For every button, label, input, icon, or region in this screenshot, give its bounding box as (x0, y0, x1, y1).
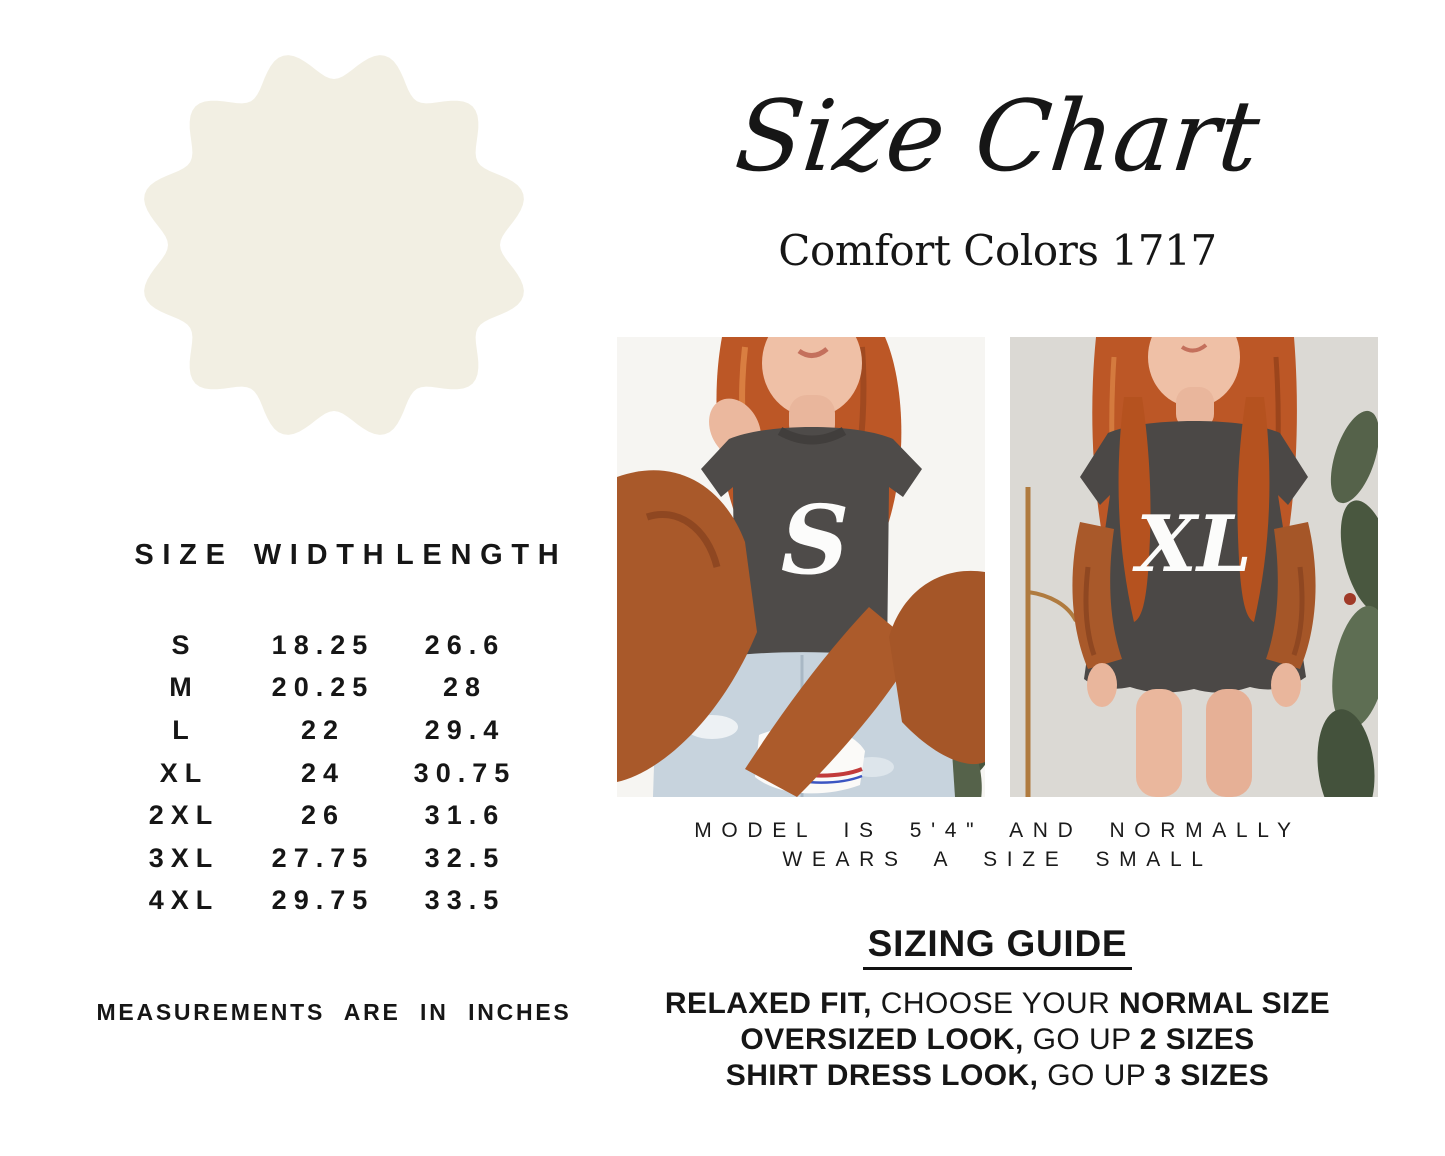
model-caption-line1: MODEL IS 5'4" AND NORMALLY (694, 819, 1301, 842)
sizing-guide (560, 986, 1435, 1094)
model-photo-size-s (617, 337, 985, 797)
model-hand (1087, 663, 1117, 707)
sizing-guide-heading: SIZING GUIDE (590, 923, 1405, 965)
cell-size: 4XL (148, 885, 220, 916)
cell-length: 29.4 (424, 714, 506, 745)
shirt-letter-s: S (780, 485, 850, 596)
scallop-flower-shape (134, 45, 534, 445)
model-caption (560, 816, 1435, 874)
size-table-header (118, 538, 568, 572)
header-size: SIZE (134, 539, 234, 571)
cell-width: 27.75 (271, 842, 375, 873)
cell-width: 18.25 (271, 629, 375, 660)
model-hand (1271, 663, 1301, 707)
cell-length: 33.5 (424, 885, 506, 916)
cell-length: 30.75 (413, 757, 517, 788)
cell-size: L (172, 714, 196, 745)
size-table (118, 538, 568, 922)
size-table-body (118, 624, 534, 922)
measurements-note: MEASUREMENTS ARE IN INCHES (96, 999, 572, 1025)
shirt-letter-xl: XL (1136, 499, 1252, 590)
table-row (118, 794, 534, 837)
model-photo-size-xl (1010, 337, 1378, 797)
table-row (118, 667, 534, 710)
table-row (118, 837, 534, 880)
cell-size: XL (159, 757, 209, 788)
table-row (118, 752, 534, 795)
cell-width: 29.75 (271, 885, 375, 916)
cell-width: 24 (300, 757, 346, 788)
cell-width: 26 (300, 800, 346, 831)
header-length: LENGTH (396, 539, 568, 571)
header-width: WIDTH (253, 539, 393, 571)
cell-size: 3XL (148, 842, 220, 873)
cell-size: 2XL (148, 800, 220, 831)
guide-line-relaxed: RELAXED FIT, CHOOSE YOUR NORMAL SIZE (664, 987, 1331, 1020)
cell-length: 32.5 (424, 842, 506, 873)
model-caption-line2: WEARS A SIZE SMALL (782, 848, 1213, 871)
cell-length: 26.6 (424, 629, 506, 660)
guide-line-shirtdress: SHIRT DRESS LOOK, GO UP 3 SIZES (725, 1059, 1270, 1092)
page-subtitle: Comfort Colors 1717 (778, 226, 1217, 275)
cell-width: 22 (300, 714, 346, 745)
cell-size: M (169, 672, 199, 703)
table-row (118, 624, 534, 667)
cell-size: S (171, 629, 197, 660)
cell-length: 31.6 (424, 800, 506, 831)
guide-line-oversized: OVERSIZED LOOK, GO UP 2 SIZES (740, 1023, 1255, 1056)
table-row (118, 709, 534, 752)
page-title: Size Chart (730, 80, 1265, 194)
cell-length: 28 (442, 672, 488, 703)
cell-width: 20.25 (271, 672, 375, 703)
table-row (118, 880, 534, 923)
